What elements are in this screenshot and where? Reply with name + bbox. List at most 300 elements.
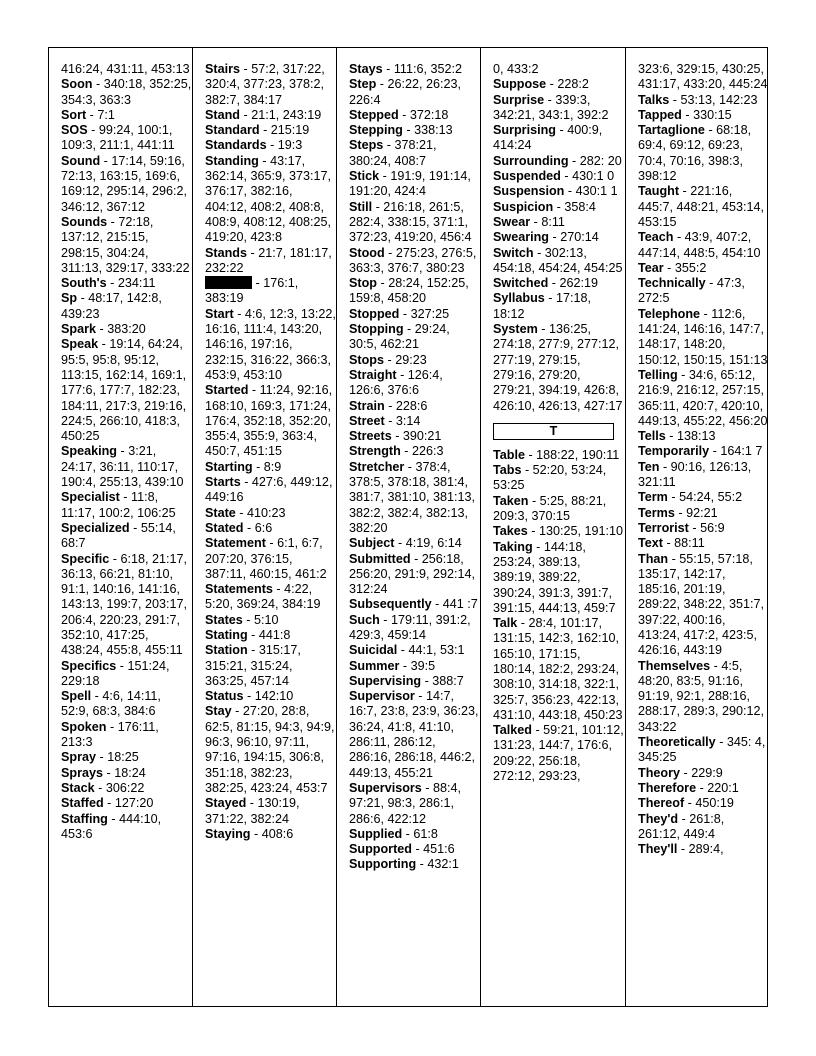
page-line-references: 441 :7 (442, 597, 478, 612)
index-term: Standing (205, 153, 259, 168)
index-entry: Theory - 229:9 (638, 765, 723, 780)
index-term: Steps (349, 138, 384, 153)
index-term: Summer (349, 658, 400, 673)
index-column-5 (625, 48, 769, 1006)
page-line-references: 261:8, 261:12, 449:4 (638, 811, 725, 841)
index-entry: Status - 142:10 (205, 689, 294, 704)
index-entry: Step - 26:22, 26:23, 226:4 (349, 77, 462, 107)
index-entry: Talks - 53:13, 142:23 (638, 92, 758, 107)
page-line-references: 8:11 (541, 214, 565, 229)
index-term: Soon (61, 77, 93, 92)
index-term: Specifics (61, 658, 117, 673)
index-term: Sound (61, 153, 101, 168)
index-term: Supervising (349, 673, 422, 688)
page-line-references: 17:18, 18:12 (493, 291, 592, 321)
index-entry: Tapped - 330:15 (638, 107, 732, 122)
page-line-references: 18:24 (114, 765, 146, 780)
index-term: Specific (61, 551, 110, 566)
index-term: Taught (638, 184, 680, 199)
index-term: They'll (638, 842, 678, 857)
page-line-references: 444:10, 453:6 (61, 811, 162, 841)
index-term: Stays (349, 62, 383, 76)
index-term: Talks (638, 92, 670, 107)
page-line-references: 176:11, 213:3 (61, 719, 159, 750)
index-term: Telephone (638, 306, 701, 321)
index-entry: Stayed - 130:19, 371:22, 382:24 (205, 796, 300, 826)
index-entry: Tells - 138:13 (638, 429, 716, 444)
index-term: States (205, 612, 243, 627)
index-entry: Stick - 191:9, 191:14, 191:20, 424:4 (349, 169, 471, 199)
page-line-references: 339:3, 342:21, 343:1, 392:2 (493, 92, 609, 122)
index-entry: Suppose - 228:2 (493, 77, 589, 92)
index-term: Swearing (493, 230, 549, 245)
page-line-references: 355:2 (674, 260, 707, 275)
index-entry: Straight - 126:4, 126:6, 376:6 (349, 367, 443, 398)
index-term: Supplied (349, 826, 403, 841)
index-entry (61, 62, 192, 77)
page-line-references: 4:6, 12:3, 13:22, 16:16, 111:4, 143:20, 146:16, 197:16, 232:15, 316:22, 366:3, 453:9, 453:10 (205, 306, 336, 382)
index-term: Than (638, 551, 669, 566)
index-term: They'd (638, 811, 679, 826)
page-line-references: 4:5, 48:20, 83:5, 91:16, 91:19, 92:1, 288:16, 288:17, 289:3, 290:12, 343:22 (638, 658, 765, 734)
page-line-references: 111:6, 352:2 (393, 62, 462, 76)
page-line-references: 151:24, 229:18 (61, 658, 170, 688)
index-entry: Starts - 427:6, 449:12, 449:16 (205, 475, 333, 505)
page-line-references: 340:18, 352:25, 354:3, 363:3 (61, 77, 192, 107)
index-term: Stretcher (349, 459, 405, 474)
page-line-references: 430:1 1 (575, 184, 618, 199)
page-line-references: 11:8, 11:17, 100:2, 106:25 (61, 490, 176, 520)
page-line-references: 5:25, 88:21, 209:3, 370:15 (493, 493, 607, 524)
page-line-references: 229:9 (691, 765, 723, 780)
index-entry: Ten - 90:16, 126:13, 321:11 (638, 459, 752, 490)
page-line-references: 451:6 (423, 842, 455, 857)
index-entry: State - 410:23 (205, 505, 286, 520)
index-entry: Switched - 262:19 (493, 276, 599, 291)
page-line-references: 11:24, 92:16, 168:10, 169:3, 171:24, 176:4, 352:18, 352:20, 355:4, 355:9, 363:4, 450:7, 451:15 (205, 383, 333, 459)
index-entry: Subject - 4:19, 6:14 (349, 536, 462, 551)
page-line-references: 327:25 (410, 306, 450, 321)
index-entry: Standard - 215:19 (205, 123, 310, 138)
index-term: Suicidal (349, 643, 398, 658)
page-line-references: 127:20 (114, 796, 154, 811)
page-line-references: 228:6 (395, 398, 428, 413)
page-line-references: 400:9, 414:24 (493, 123, 603, 153)
index-term: South's (61, 276, 107, 291)
page-line-references: 289:4, (688, 842, 724, 857)
index-entry: Supported - 451:6 (349, 842, 455, 857)
page-line-references: 216:18, 261:5, 282:4, 338:15, 371:1, 372:23, 419:20, 456:4 (349, 199, 472, 245)
index-term: Spray (61, 750, 97, 765)
index-term: Supported (349, 842, 412, 857)
page-line-references: 112:6, 141:24, 146:16, 147:7, 148:17, 148:20, 150:12, 150:15, 151:13 (638, 306, 768, 367)
page-line-references: 432:1 (427, 857, 459, 872)
index-term: Straight (349, 367, 397, 382)
page-line-references: 55:15, 57:18, 135:17, 142:17, 185:16, 201:19, 289:22, 348:22, 351:7, 397:22, 400:16, 413:24, 417:2, 423:5, 426:16, 443:19 (638, 551, 765, 658)
index-entry: Start - 4:6, 12:3, 13:22, 16:16, 111:4, 143:20, 146:16, 197:16, 232:15, 316:22, 366:3, 453:9, 453:10 (205, 306, 336, 382)
page-line-references: 188:22, 190:11 (536, 447, 620, 462)
index-term: Switched (493, 276, 549, 291)
page-line-references: 130:19, 371:22, 382:24 (205, 796, 300, 826)
page-line-references: 410:23 (247, 505, 286, 520)
page-line-references: 4:22, 5:20, 369:24, 384:19 (205, 582, 321, 612)
page-line-references: 57:2, 317:22, 320:4, 377:23, 378:2, 382:7, 384:17 (205, 62, 325, 107)
page-line-references: 221:16, 445:7, 448:21, 453:14, 453:15 (638, 184, 765, 229)
page-line-references: 416:24, 431:11, 453:13 (61, 62, 190, 76)
index-entry: Suicidal - 44:1, 53:1 (349, 643, 465, 658)
index-term: Takes (493, 524, 528, 539)
index-entry: Telling - 34:6, 65:12, 216:9, 216:12, 257:15, 365:11, 420:7, 420:10, 449:13, 455:22, 456:20 (638, 367, 768, 428)
page-line-references: 27:20, 28:8, 62:5, 81:15, 94:3, 94:9, 96:3, 96:10, 97:11, 97:16, 194:15, 306:8, 351:18, 382:23, 382:25, 423:24, 453:7 (205, 704, 335, 795)
index-entry: Spark - 383:20 (61, 322, 146, 337)
index-term: Stopped (349, 306, 400, 321)
index-entry: Suspicion - 358:4 (493, 199, 596, 214)
index-term: State (205, 505, 236, 520)
index-term: Terrorist (638, 520, 689, 535)
index-term: Stating (205, 627, 248, 642)
index-entry: Sp - 48:17, 142:8, 439:23 (61, 291, 162, 321)
page-line-references: 323:6, 329:15, 430:25, 431:17, 433:20, 445:24 (638, 62, 768, 92)
index-term: Stops (349, 352, 384, 367)
index-term: Tapped (638, 107, 682, 122)
index-term: Speaking (61, 444, 117, 459)
index-term: Stopping (349, 322, 404, 337)
index-entry: Supervisors - 88:4, 97:21, 98:3, 286:1, 286:6, 422:12 (349, 780, 462, 826)
page-line-references: 142:10 (254, 689, 294, 704)
index-term: Theory (638, 765, 680, 780)
page-line-references: 8:9 (263, 459, 282, 474)
page-line-references: 144:18, 253:24, 389:13, 389:19, 389:22, 390:24, 391:3, 391:7, 391:15, 444:13, 459:7 (493, 539, 616, 615)
page-line-references: 226:3 (411, 444, 444, 459)
index-entry: States - 5:10 (205, 612, 279, 627)
index-entry (638, 62, 769, 93)
index-entry: Stay - 27:20, 28:8, 62:5, 81:15, 94:3, 94:9, 96:3, 96:10, 97:11, 97:16, 194:15, 306:8, 351:18, 382:23, 382:25, 423:24, 453:7 (205, 704, 335, 795)
index-entry: Sounds - 72:18, 137:12, 215:15, 298:15, 304:24, 311:13, 329:17, 333:22 (61, 214, 190, 275)
index-entry: Tabs - 52:20, 53:24, 53:25 (493, 463, 607, 493)
page-line-references: 59:21, 101:12, 131:23, 144:7, 176:6, 209:22, 256:18, 272:12, 293:23, (493, 723, 624, 784)
index-term: Suspension (493, 184, 565, 199)
index-term: Themselves (638, 658, 711, 673)
page-line-references: 388:7 (432, 673, 464, 688)
index-term: Stands (205, 245, 247, 260)
page-line-references: 4:6, 14:11, 52:9, 68:3, 384:6 (61, 689, 161, 719)
page-line-references: 215:19 (270, 123, 310, 138)
page-line-references: 6:6 (254, 520, 273, 535)
index-entry: Swearing - 270:14 (493, 230, 599, 245)
page-line-references: 56:9 (700, 520, 725, 535)
index-term: Stood (349, 245, 385, 260)
index-entry: South's - 234:11 (61, 276, 156, 291)
index-entry: Stops - 29:23 (349, 352, 427, 367)
index-entry: Taken - 5:25, 88:21, 209:3, 370:15 (493, 493, 607, 524)
page-line-references: 88:4, 97:21, 98:3, 286:1, 286:6, 422:12 (349, 780, 462, 826)
page-line-references: 330:15 (693, 107, 732, 122)
page-line-references: 3:14 (395, 413, 421, 428)
index-entry: Theoretically - 345: 4, 345:25 (638, 735, 766, 765)
index-term: Staffed (61, 796, 104, 811)
index-entry: Temporarily - 164:1 7 (638, 444, 763, 459)
page-line-references: 378:4, 378:5, 378:18, 381:4, 381:7, 381:10, 381:13, 382:2, 382:4, 382:13, 382:20 (349, 459, 476, 535)
index-entry: Strain - 228:6 (349, 398, 428, 413)
page-line-references: 256:18, 256:20, 291:9, 292:14, 312:24 (349, 551, 476, 597)
page-line-references: 88:11 (674, 536, 705, 551)
page-line-references: 234:11 (117, 276, 156, 291)
page-line-references: 72:18, 137:12, 215:15, 298:15, 304:24, 311:13, 329:17, 333:22 (61, 214, 190, 275)
index-entry: Stepped - 372:18 (349, 107, 449, 122)
index-term: Still (349, 199, 373, 214)
index-entry: Steps - 378:21, 380:24, 408:7 (349, 138, 437, 168)
index-entry: Taught - 221:16, 445:7, 448:21, 453:14, 453:15 (638, 184, 765, 229)
index-column-4 (480, 48, 625, 1006)
index-entry: Streets - 390:21 (349, 429, 442, 444)
index-term: Theoretically (638, 735, 716, 750)
index-term: Stack (61, 780, 95, 795)
section-letter-header: T (493, 423, 614, 440)
index-entry: Stopped - 327:25 (349, 306, 450, 321)
index-term: Spoken (61, 719, 107, 734)
page-line-references: 48:17, 142:8, 439:23 (61, 291, 162, 321)
index-entry: Term - 54:24, 55:2 (638, 490, 743, 505)
page-line-references: 345: 4, 345:25 (638, 735, 766, 765)
index-entry: Station - 315:17, 315:21, 315:24, 363:25, 457:14 (205, 643, 301, 688)
page-line-references: 21:7, 181:17, 232:22 (205, 245, 332, 275)
page-line-references: 54:24, 55:2 (679, 490, 743, 505)
page-line-references: 220:1 (707, 780, 739, 795)
index-term: Supervisor (349, 689, 415, 704)
page-line-references: 99:24, 100:1, 109:3, 211:1, 441:11 (61, 123, 175, 153)
page-line-references: 228:2 (557, 77, 589, 92)
index-entry: Strength - 226:3 (349, 444, 444, 459)
index-entry: Started - 11:24, 92:16, 168:10, 169:3, 171:24, 176:4, 352:18, 352:20, 355:4, 355:9, 363:4, 450:7, 451:15 (205, 383, 333, 459)
index-entry: Stepping - 338:13 (349, 123, 453, 138)
index-entry: Teach - 43:9, 407:2, 447:14, 448:5, 454:10 (638, 230, 761, 260)
index-term: Table (493, 447, 525, 462)
page-line-references: 52:20, 53:24, 53:25 (493, 463, 607, 493)
page-line-references: 44:1, 53:1 (408, 643, 465, 658)
index-term: Stepped (349, 107, 399, 122)
index-entry: Stretcher - 378:4, 378:5, 378:18, 381:4, 381:7, 381:10, 381:13, 382:2, 382:4, 382:13, 382:20 (349, 459, 476, 535)
index-entry: - 176:1, 383:19 (205, 276, 299, 306)
index-entry: Stand - 21:1, 243:19 (205, 107, 322, 122)
index-term: Stepping (349, 123, 403, 138)
index-term: SOS (61, 123, 88, 138)
index-entry: Stood - 275:23, 276:5, 363:3, 376:7, 380:23 (349, 245, 477, 275)
index-term: Sort (61, 107, 87, 122)
index-entry: Themselves - 4:5, 48:20, 83:5, 91:16, 91:19, 92:1, 288:16, 288:17, 289:3, 290:12, 343:22 (638, 658, 765, 734)
page-line-references: 378:21, 380:24, 408:7 (349, 138, 437, 168)
index-entry: Supervisor - 14:7, 16:7, 23:8, 23:9, 36:23, 36:24, 41:8, 41:10, 286:11, 286:12, 286:16, 286:18, 446:2, 449:13, 455:21 (349, 689, 479, 780)
page-line-references: 275:23, 276:5, 363:3, 376:7, 380:23 (349, 245, 477, 275)
page-line-references: 179:11, 391:2, 429:3, 459:14 (349, 612, 471, 642)
index-entry: Swear - 8:11 (493, 214, 565, 229)
index-entry: Still - 216:18, 261:5, 282:4, 338:15, 371:1, 372:23, 419:20, 456:4 (349, 199, 472, 245)
index-entry: Supplied - 61:8 (349, 826, 438, 841)
index-term: Strain (349, 398, 385, 413)
index-term: Street (349, 413, 385, 428)
index-entry: Technically - 47:3, 272:5 (638, 276, 745, 306)
page-line-references: 315:17, 315:21, 315:24, 363:25, 457:14 (205, 643, 301, 688)
index-entry: Supervising - 388:7 (349, 673, 464, 688)
page-line-references: 14:7, 16:7, 23:8, 23:9, 36:23, 36:24, 41:8, 41:10, 286:11, 286:12, 286:16, 286:18, 446:2, 449:13, 455:21 (349, 689, 479, 780)
index-entry: Standing - 43:17, 362:14, 365:9, 373:17, 376:17, 382:16, 404:12, 408:2, 408:8, 408:9, 408:12, 408:25, 419:20, 423:8 (205, 153, 332, 245)
page-line-references: 0, 433:2 (493, 62, 539, 76)
page-line-references: 28:24, 152:25, 159:8, 458:20 (349, 276, 469, 306)
index-entry: Sort - 7:1 (61, 107, 115, 122)
index-term: Syllabus (493, 291, 545, 306)
index-term: Stay (205, 704, 232, 719)
index-term: Specialist (61, 490, 120, 505)
index-term: Telling (638, 367, 678, 382)
index-entry: Stating - 441:8 (205, 627, 291, 642)
index-entry: Thereof - 450:19 (638, 796, 734, 811)
index-entry: Subsequently - 441 :7 (349, 597, 478, 612)
index-term: Subsequently (349, 597, 432, 612)
page-line-references: 17:14, 59:16, 72:13, 163:15, 169:6, 169:12, 295:14, 296:2, 346:12, 367:12 (61, 153, 188, 214)
index-term: Tells (638, 429, 666, 444)
page-line-references: 6:18, 21:17, 36:13, 66:21, 81:10, 91:1, 140:16, 141:16, 143:13, 199:7, 203:17, 206:4, 220:23, 291:7, 352:10, 417:25, 438:24, 455:8, 455:11 (61, 551, 188, 658)
index-term: Taken (493, 493, 529, 508)
index-entry: Suspension - 430:1 1 (493, 184, 618, 199)
page-line-references: 43:9, 407:2, 447:14, 448:5, 454:10 (638, 230, 761, 260)
index-entry: Suspended - 430:1 0 (493, 169, 615, 184)
index-entry: Telephone - 112:6, 141:24, 146:16, 147:7, 148:17, 148:20, 150:12, 150:15, 151:13 (638, 306, 768, 367)
index-term: Submitted (349, 551, 411, 566)
index-entry: Supporting - 432:1 (349, 857, 459, 872)
page-line-references: 92:21 (686, 505, 718, 520)
page-line-references: 176:1, 383:19 (205, 276, 299, 306)
index-term: Statement (205, 536, 266, 551)
index-term: Standards (205, 138, 267, 153)
index-entry: Spell - 4:6, 14:11, 52:9, 68:3, 384:6 (61, 689, 161, 719)
page-line-references: 68:18, 69:4, 69:12, 69:23, 70:4, 70:16, 398:3, 398:12 (638, 123, 752, 184)
index-entry: Stands - 21:7, 181:17, 232:22 (205, 245, 332, 275)
page-line-references: 450:19 (695, 796, 734, 811)
index-term: Suppose (493, 77, 547, 92)
index-term: Subject (349, 536, 395, 551)
index-term: Tear (638, 260, 664, 275)
index-entry: Talk - 28:4, 101:17, 131:15, 142:3, 162:10, 165:10, 171:15, 180:14, 182:2, 293:24, 308:10, 314:18, 322:1, 325:7, 356:23, 422:13, 431:10, 443:18, 450:23 (493, 616, 623, 722)
index-entry: Speaking - 3:21, 24:17, 36:11, 110:17, 190:4, 255:13, 439:10 (61, 444, 184, 490)
index-page-frame (48, 47, 768, 1007)
index-entry: Staying - 408:6 (205, 826, 294, 841)
index-term: Strength (349, 444, 401, 459)
index-entry: Specifics - 151:24, 229:18 (61, 658, 170, 688)
index-term: Spark (61, 322, 97, 337)
index-entry: Terms - 92:21 (638, 505, 718, 520)
page-line-references: 282: 20 (579, 153, 622, 168)
page-line-references: 126:4, 126:6, 376:6 (349, 367, 443, 398)
index-entry: Specific - 6:18, 21:17, 36:13, 66:21, 81:10, 91:1, 140:16, 141:16, 143:13, 199:7, 203:17, 206:4, 220:23, 291:7, 352:10, 417:25, 438:24, 455:8, 455:11 (61, 551, 188, 658)
index-term: Starts (205, 475, 241, 490)
index-term: Sp (61, 291, 78, 306)
index-entry: Tartaglione - 68:18, 69:4, 69:12, 69:23, 70:4, 70:16, 398:3, 398:12 (638, 123, 752, 184)
index-term: Therefore (638, 780, 697, 795)
page-line-references: 164:1 7 (720, 444, 763, 459)
index-term: Ten (638, 459, 660, 474)
index-column-2 (192, 48, 336, 1006)
page-line-references: 136:25, 274:18, 277:9, 277:12, 277:19, 279:15, 279:16, 279:20, 279:21, 394:19, 426:8, 426:10, 426:13, 427:17 (493, 322, 623, 413)
index-term: Swear (493, 214, 531, 229)
index-entry: Text - 88:11 (638, 536, 705, 551)
page-line-references: 90:16, 126:13, 321:11 (638, 459, 752, 490)
index-entry: Stays - 111:6, 352:2 (349, 62, 462, 76)
page-line-references: 26:22, 26:23, 226:4 (349, 77, 462, 107)
index-term: Text (638, 536, 663, 551)
index-term: Switch (493, 245, 534, 260)
index-entry: Talked - 59:21, 101:12, 131:23, 144:7, 176:6, 209:22, 256:18, 272:12, 293:23, (493, 723, 624, 784)
page-line-references: 383:20 (107, 322, 146, 337)
index-entry: Statements - 4:22, 5:20, 369:24, 384:19 (205, 582, 321, 612)
index-term: Teach (638, 230, 674, 245)
index-term: Stated (205, 520, 244, 535)
index-entry: Surprising - 400:9, 414:24 (493, 123, 603, 153)
index-term: Staying (205, 826, 251, 841)
index-entry: Soon - 340:18, 352:25, 354:3, 363:3 (61, 77, 192, 107)
page-line-references: 7:1 (97, 107, 115, 122)
index-entry: Therefore - 220:1 (638, 780, 739, 795)
index-term: Surprise (493, 92, 545, 107)
page-line-references: 28:4, 101:17, 131:15, 142:3, 162:10, 165:10, 171:15, 180:14, 182:2, 293:24, 308:10, 314:18, 322:1, 325:7, 356:23, 422:13, 431:10, 443:18, 450:23 (493, 616, 623, 722)
index-entry: System - 136:25, 274:18, 277:9, 277:12, 277:19, 279:15, 279:16, 279:20, 279:21, 394:19, 426:8, 426:10, 426:13, 427:17 (493, 322, 623, 413)
index-term: Stick (349, 169, 380, 184)
index-term: Started (205, 383, 249, 398)
index-entry (493, 62, 625, 77)
index-term: System (493, 322, 538, 337)
index-term: Tabs (493, 463, 522, 478)
index-entry: Sound - 17:14, 59:16, 72:13, 163:15, 169:6, 169:12, 295:14, 296:2, 346:12, 367:12 (61, 153, 188, 214)
index-entry: Spoken - 176:11, 213:3 (61, 719, 159, 750)
index-term: Technically (638, 276, 706, 291)
index-entry: Stairs - 57:2, 317:22, 320:4, 377:23, 378:2, 382:7, 384:17 (205, 62, 325, 107)
index-term: Sounds (61, 214, 108, 229)
index-entry: Submitted - 256:18, 256:20, 291:9, 292:14, 312:24 (349, 551, 476, 597)
page-line-references: 29:24, 30:5, 462:21 (349, 322, 450, 352)
index-term: Speak (61, 337, 99, 352)
page-line-references: 191:9, 191:14, 191:20, 424:4 (349, 169, 471, 199)
index-term: Talk (493, 616, 518, 631)
index-term: Starting (205, 459, 253, 474)
index-term: Step (349, 77, 377, 92)
page-line-references: 53:13, 142:23 (680, 92, 758, 107)
index-entry: Terrorist - 56:9 (638, 520, 725, 535)
index-entry: Starting - 8:9 (205, 459, 282, 474)
index-term: Status (205, 689, 244, 704)
index-entry: Staffing - 444:10, 453:6 (61, 811, 162, 841)
index-entry: Table - 188:22, 190:11 (493, 447, 620, 462)
index-entry: Taking - 144:18, 253:24, 389:13, 389:19, 389:22, 390:24, 391:3, 391:7, 391:15, 444:13, 459:7 (493, 539, 616, 615)
page-line-references: 55:14, 68:7 (61, 520, 176, 551)
index-entry: Statement - 6:1, 6:7, 207:20, 376:15, 387:11, 460:15, 461:2 (205, 536, 327, 581)
index-term: Surprising (493, 123, 556, 138)
index-entry: Specialized - 55:14, 68:7 (61, 520, 176, 551)
index-entry: Standards - 19:3 (205, 138, 303, 153)
index-term: Standard (205, 123, 260, 138)
page-line-references: 34:6, 65:12, 216:9, 216:12, 257:15, 365:11, 420:7, 420:10, 449:13, 455:22, 456:20 (638, 367, 768, 428)
page-line-references: 138:13 (676, 429, 716, 444)
page-line-references: 408:6 (261, 826, 294, 841)
index-term: Surrounding (493, 153, 569, 168)
page-line-references: 3:21, 24:17, 36:11, 110:17, 190:4, 255:13, 439:10 (61, 444, 184, 490)
page-line-references: 372:18 (409, 107, 449, 122)
index-entry: Stated - 6:6 (205, 520, 273, 535)
page-line-references: 427:6, 449:12, 449:16 (205, 475, 333, 505)
page-line-references: 441:8 (258, 627, 291, 642)
index-entry: Sprays - 18:24 (61, 765, 146, 780)
index-entry: Switch - 302:13, 454:18, 454:24, 454:25 (493, 245, 623, 275)
page-line-references: 4:19, 6:14 (405, 536, 462, 551)
index-term: Stand (205, 107, 240, 122)
redacted-term-block (205, 276, 252, 289)
